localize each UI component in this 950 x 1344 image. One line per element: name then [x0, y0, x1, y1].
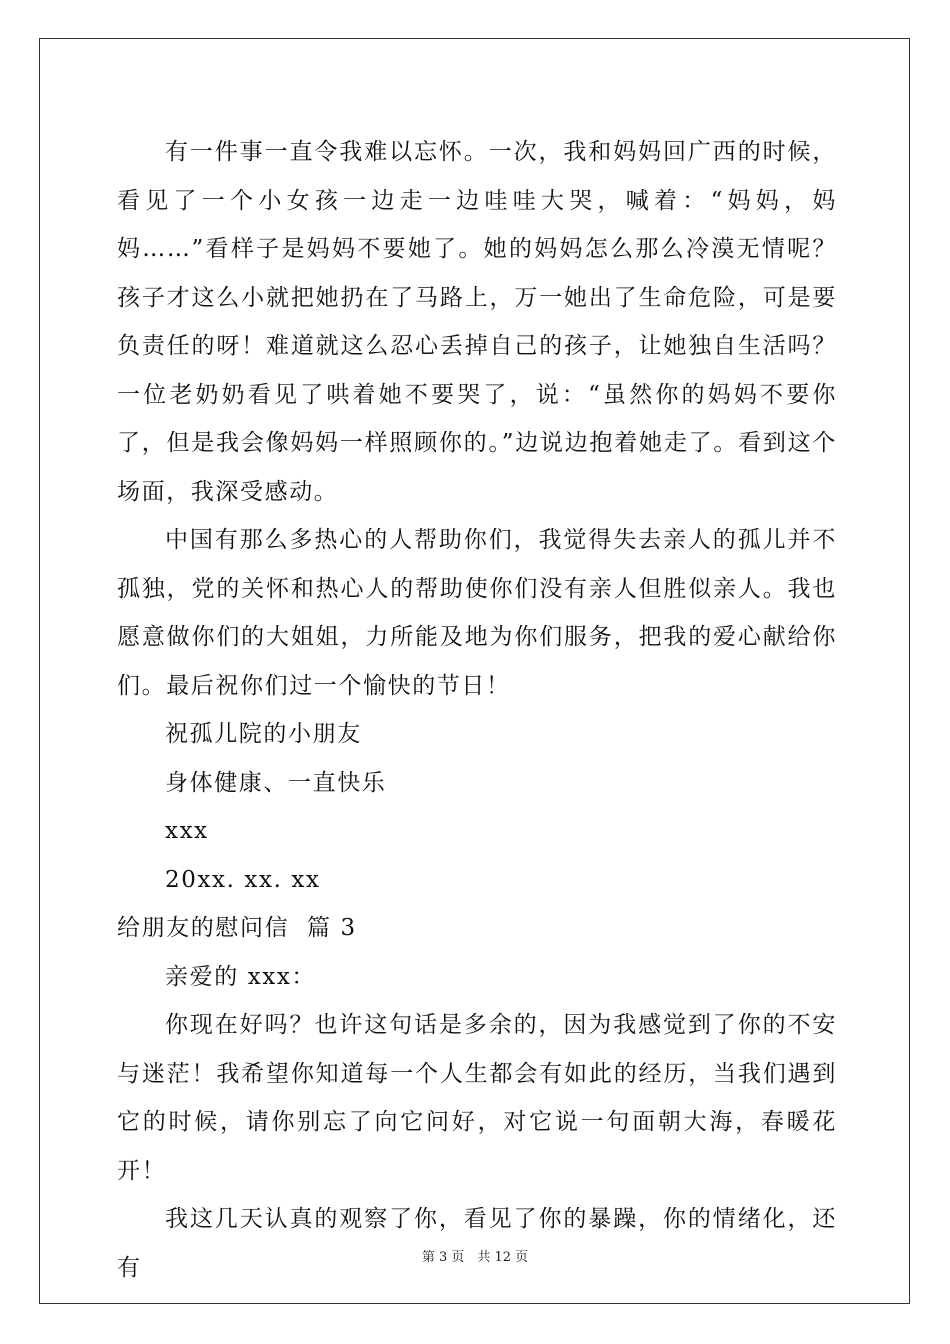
- paragraph-wishes: 中国有那么多热心的人帮助你们，我觉得失去亲人的孤儿并不孤独，党的关怀和热心人的帮助使你们没有亲人但胜似亲人。我也愿意做你们的大姐姐，力所能及地为你们服务，把我的爱心献给你们。最后祝你们过一个愉快的节日！: [117, 527, 837, 699]
- closing-line-2: 身体健康、一直快乐: [165, 769, 387, 796]
- paragraph-greeting: 你现在好吗？也许这句话是多余的，因为我感觉到了你的不安与迷茫！我希望你知道每一个人生都会有如此的经历，当我们遇到它的时候，请你别忘了向它问好，对它说一句面朝大海，春暖花开！: [117, 1012, 837, 1184]
- page-footer: 第 3 页 共 12 页: [421, 1250, 529, 1265]
- letter-date: 20xx. xx. xx: [165, 866, 321, 893]
- document-body: [117, 128, 837, 1292]
- signature: xxx: [165, 818, 209, 844]
- section-title: 给朋友的慰问信 篇 3: [117, 915, 357, 941]
- paragraph-observation: 我这几天认真的观察了你，看见了你的暴躁，你的情绪化，还有: [117, 1206, 837, 1281]
- closing-line-1: 祝孤儿院的小朋友: [165, 721, 362, 747]
- paragraph-story: 有一件事一直令我难以忘怀。一次，我和妈妈回广西的时候，看见了一个小女孩一边走一边哇哇大哭，喊着：“妈妈，妈妈……”看样子是妈妈不要她了。她的妈妈怎么那么冷漠无情呢？孩子才这么小就把她扔在了马路上，万一她出了生命危险，可是要负责任的呀！难道就这么忍心丢掉自己的孩子，让她独自生活吗？一位老奶奶看见了哄着她不要哭了，说：“虽然你的妈妈不要你了，但是我会像妈妈一样照顾你的。”边说边抱着她走了。看到这个场面，我深受感动。: [117, 139, 837, 505]
- salutation: 亲爱的 xxx：: [165, 963, 317, 990]
